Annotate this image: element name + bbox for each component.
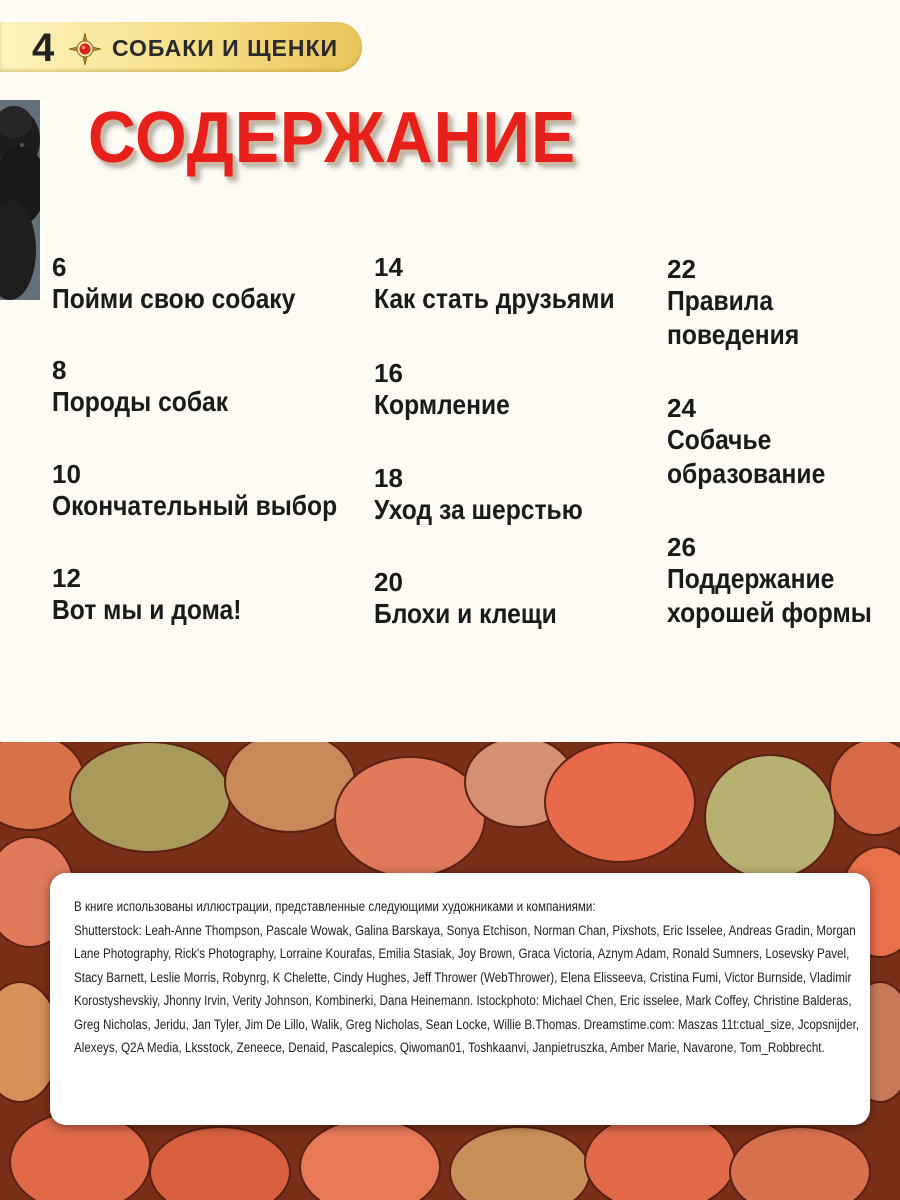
toc-page-number: 18 xyxy=(374,463,403,493)
toc-page-number: 10 xyxy=(52,459,81,489)
toc-entry-title: Вот мы и дома! xyxy=(52,594,242,625)
toc-entry[interactable] xyxy=(52,355,252,419)
poodle-photo xyxy=(0,100,40,300)
toc-entry-title: Окончательный выбор xyxy=(52,490,338,521)
toc-page-number: 6 xyxy=(52,252,67,282)
toc-entry-title: Породы собак xyxy=(52,386,229,417)
toc-page-number: 22 xyxy=(667,254,696,284)
toc-entry-title: Кормление xyxy=(374,389,510,420)
toc-page-number: 16 xyxy=(374,358,403,388)
credits-line: Stacy Barnett, Leslie Morris, Robynrg, K Chelette, Cindy Hughes, Jeff Thrower (WebThrower), Elena Elisseeva, Cristina Fumi, Victor Burnside, Vladimir xyxy=(74,969,852,985)
toc-entry-title: хорошей формы xyxy=(667,597,872,628)
toc-entry-title: Собачье xyxy=(667,424,772,455)
toc-entry-title: поведения xyxy=(667,319,800,350)
toc-page-number: 12 xyxy=(52,563,81,593)
toc-entry-title: Уход за шерстью xyxy=(374,494,583,525)
toc-entry[interactable] xyxy=(374,252,647,316)
page-number: 4 xyxy=(32,26,55,70)
toc-entry[interactable] xyxy=(667,532,900,630)
toc-entry-title: образование xyxy=(667,458,826,489)
compass-icon xyxy=(68,32,102,66)
toc-entry[interactable] xyxy=(374,567,582,631)
credits-line: Shutterstock: Leah-Anne Thompson, Pascale Wowak, Galina Barskaya, Sonya Etchison, Norman Chan, Pixshots, Eric Isselee, Andreas Gradin, Morgan xyxy=(74,922,856,938)
toc-entry[interactable] xyxy=(667,254,817,352)
toc-entry-title: Поддержание xyxy=(667,563,835,594)
toc-entry[interactable] xyxy=(52,459,376,523)
credits-line: Alexeys, Q2A Media, Lksstock, Zeneece, Denaid, Pascalepics, Qiwoman01, Toshkaanvi, Janpietruszka, Amber Marie, Navarone, Tom_Robbrecht. xyxy=(74,1040,825,1055)
page-title: СОДЕРЖАНИЕ xyxy=(88,98,577,178)
toc-entry-title: Правила xyxy=(667,285,774,316)
toc-entry-title: Блохи и клещи xyxy=(374,598,557,629)
toc-page-number: 8 xyxy=(52,355,67,385)
toc-page-number: 26 xyxy=(667,532,696,562)
credits-line: Greg Nicholas, Jeridu, Jan Tyler, Jim De Lillo, Walik, Greg Nicholas, Sean Locke, Willie B.Thomas. Dreamstime.com: Maszas 11t:ctual_size, Jcopsnijder, xyxy=(74,1016,860,1032)
credits-box xyxy=(50,873,870,1125)
section-name: СОБАКИ И ЩЕНКИ xyxy=(112,35,339,61)
toc-entry-title: Как стать друзьями xyxy=(374,283,615,314)
toc-page-number: 14 xyxy=(374,252,403,282)
toc-page-number: 20 xyxy=(374,567,403,597)
toc-entry[interactable] xyxy=(667,393,847,491)
toc-entry[interactable] xyxy=(374,358,528,422)
credits-line: В книге использованы иллюстрации, представленные следующими художниками и компаниями: xyxy=(74,899,596,914)
toc-entry-title: Пойми свою собаку xyxy=(52,283,296,314)
credits-line: Lane Photography, Rick's Photography, Lorraine Kourafas, Emilia Stasiak, Joy Brown, Graca Victoria, Aznym Adam, Ronald Sumners, Losevsky Pavel, xyxy=(74,946,850,961)
toc-entry[interactable] xyxy=(374,463,611,527)
credits-line: Korostyshevskiy, Jhonny Irvin, Verity Johnson, Kombinerki, Dana Heinemann. Istockphoto: Michael Chen, Eric isselee, Mark Coffey, Christine Balderas, xyxy=(74,993,852,1008)
toc-entry[interactable] xyxy=(52,252,329,316)
toc-entry[interactable] xyxy=(52,563,267,627)
toc-page-number: 24 xyxy=(667,393,696,423)
